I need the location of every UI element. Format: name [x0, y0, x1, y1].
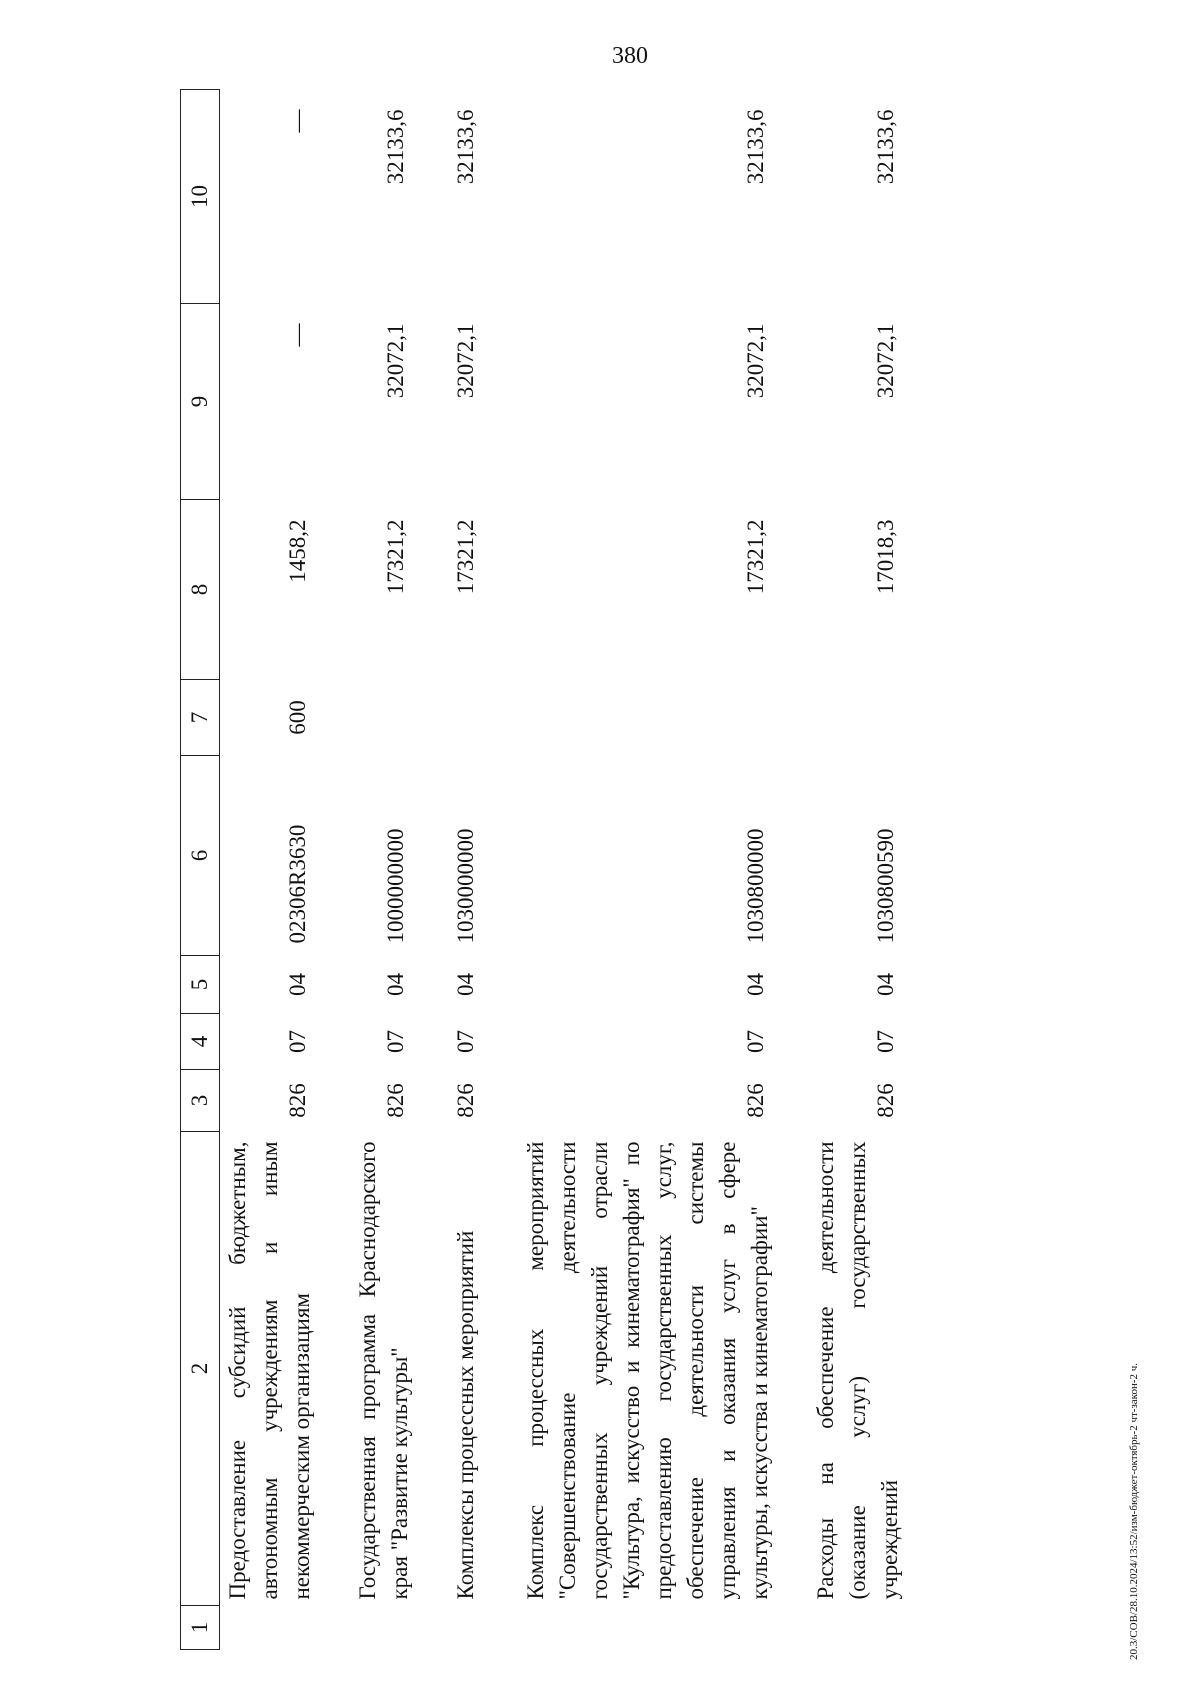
table-row	[220, 90, 321, 1650]
cell-subsection: 04	[285, 973, 310, 996]
cell-ministry-code: 826	[285, 1083, 310, 1118]
cell-amount-col10: 32133,6	[383, 109, 408, 185]
column-header: 6	[181, 756, 220, 956]
row-description: Комплекс процессных мероприятий "Совершенствование деятельности государственных учреждений отрасли "Культура, искусство и кинематография" по предоставлению государственных услуг, обеспечение деятельности системы управления и оказания услуг в сфере культуры, искусства и кинематографии"	[523, 1141, 772, 1600]
table-row	[808, 90, 908, 1650]
cell-amount-col10: 32133,6	[873, 109, 898, 185]
column-header: 3	[181, 1070, 220, 1132]
cell-expense-type	[350, 680, 418, 756]
document-footer-code: 20.3/СОВ/28.10.2024/13:52/изм-бюджет-октябрь-2 чт-закон-2 ч.	[1128, 1362, 1140, 1660]
column-header: 8	[181, 500, 220, 680]
row-description: Предоставление субсидий бюджетным, автономным учреждениям и иным некоммерческим организациям	[225, 1141, 314, 1600]
table-row	[518, 90, 778, 1650]
row-description: Расходы на обеспечение деятельности (оказание услуг) государственных учреждений	[813, 1141, 902, 1600]
cell-expense-type	[808, 680, 908, 756]
cell-subsection: 04	[743, 973, 768, 996]
cell-expense-type	[448, 680, 488, 756]
cell-ministry-code: 826	[873, 1083, 898, 1118]
cell-ministry-code: 826	[743, 1083, 768, 1118]
cell-amount-col9: —	[285, 323, 310, 347]
cell-subsection: 04	[383, 973, 408, 996]
cell-section: 07	[743, 1030, 768, 1053]
column-header: 10	[181, 90, 220, 304]
cell-subsection: 04	[453, 973, 478, 996]
table-row	[350, 90, 418, 1650]
cell-target-article: 02306R3630	[285, 824, 310, 944]
table-header-row	[181, 90, 220, 1650]
rotated-table-wrapper	[180, 90, 950, 1650]
cell-subsection: 04	[873, 973, 898, 996]
cell-expense-type: 600	[285, 700, 310, 735]
page-number: 380	[612, 43, 648, 69]
cell-amount-col9: 32072,1	[743, 323, 768, 399]
cell-expense-type	[518, 680, 778, 756]
cell-amount-col8: 17321,2	[383, 519, 408, 595]
cell-section: 07	[285, 1030, 310, 1053]
cell-target-article: 1000000000	[383, 828, 408, 944]
cell-section: 07	[873, 1030, 898, 1053]
cell-target-article: 1030000000	[453, 828, 478, 944]
column-header: 5	[181, 956, 220, 1014]
cell-section: 07	[453, 1030, 478, 1053]
cell-amount-col8: 1458,2	[285, 519, 310, 583]
column-header: 7	[181, 680, 220, 756]
row-description: Государственная программа Краснодарского края "Развитие культуры"	[355, 1141, 412, 1600]
cell-amount-col10: 32133,6	[453, 109, 478, 185]
cell-amount-col8: 17321,2	[743, 519, 768, 595]
column-header: 2	[181, 1132, 220, 1606]
column-header: 9	[181, 304, 220, 500]
cell-ministry-code: 826	[453, 1083, 478, 1118]
column-header: 4	[181, 1014, 220, 1070]
cell-section: 07	[383, 1030, 408, 1053]
cell-amount-col8: 17321,2	[453, 519, 478, 595]
cell-target-article: 1030800590	[873, 828, 898, 944]
cell-ministry-code: 826	[383, 1083, 408, 1118]
cell-amount-col9: 32072,1	[873, 323, 898, 399]
cell-amount-col10: —	[285, 109, 310, 133]
cell-target-article: 1030800000	[743, 828, 768, 944]
cell-amount-col8: 17018,3	[873, 519, 898, 595]
row-description: Комплексы процессных мероприятий	[453, 1230, 478, 1600]
column-header: 1	[181, 1606, 220, 1650]
budget-table	[180, 89, 908, 1650]
cell-amount-col9: 32072,1	[453, 323, 478, 399]
cell-amount-col9: 32072,1	[383, 323, 408, 399]
cell-amount-col10: 32133,6	[743, 109, 768, 185]
table-row	[448, 90, 488, 1650]
